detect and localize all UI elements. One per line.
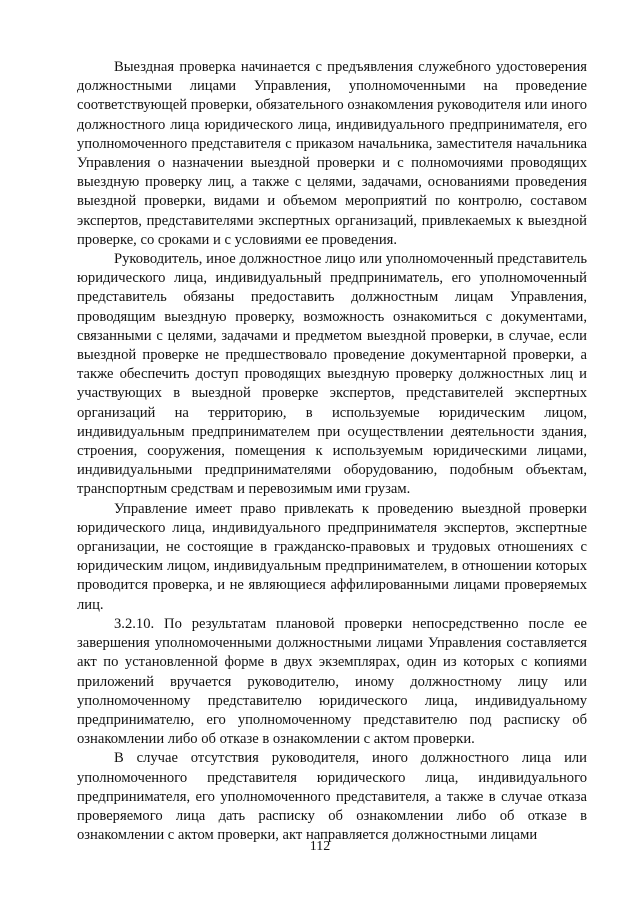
paragraph-access-obligations: Руководитель, иное должностное лицо или уполномоченный представитель юридического лица, индивидуальный предприниматель, его уполномоченный представитель обязаны предоставить должностным лицам Управления, проводящим выездную проверку, возможность ознакомиться с документами, связанными с целями, задачами и предметом выездной проверки, в случае, если выездной проверке не предшествовало проведение документарной проверки, а также обеспечить доступ проводящих выездную проверку должностных лиц и участвующих в выездной проверке экспертов, представителей экспертных организаций на территорию, в используемые юридическим лицом, индивидуальным предпринимателем при осуществлении деятельности здания, строения, сооружения, помещения к используемым юридическими лицами, индивидуальными предпринимателями оборудованию, подобным объектам, транспортным средствам и перевозимым ими грузам.	[77, 251, 587, 498]
paragraph-field-inspection-start: Выездная проверка начинается с предъявления служебного удостоверения должностными лицами Управления, уполномоченными на проведение соответствующей проверки, обязательного ознакомления руководителя или иного должностного лица юридического лица, индивидуального предпринимателя, его уполномоченного представителя с приказом начальника, заместителя начальника Управления о назначении выездной проверки и с полномочиями проводящих выездную проверку лиц, а также с целями, задачами, основаниями проведения выездной проверки, видами и объемом мероприятий по контролю, составом экспертов, представителями экспертных организаций, привлекаемых к выездной проверке, со сроками и с условиями ее проведения.	[77, 59, 587, 248]
page-number: 112	[309, 839, 331, 854]
paragraph-experts-involvement: Управление имеет право привлекать к проведению выездной проверки юридического лица, индивидуального предпринимателя экспертов, экспертные организации, не состоящие в гражданско-правовых и трудовых отношениях с юридическим лицом, индивидуальным предпринимателем, в отношении которых проводится проверка, и не являющиеся аффилированными лицами проверяемых лиц.	[77, 500, 587, 613]
paragraph-inspection-act: 3.2.10. По результатам плановой проверки непосредственно после ее завершения уполномоченными должностными лицами Управления составляется акт по установленной форме в двух экземплярах, один из которых с копиями приложений вручается руководителю, иному должностному лицу или уполномоченному представителю юридического лица, индивидуальному предпринимателю, его уполномоченному представителю под расписку об ознакомлении либо об отказе в ознакомлении с актом проверки.	[77, 615, 587, 748]
paragraph-act-delivery: В случае отсутствия руководителя, иного должностного лица или уполномоченного представителя юридического лица, индивидуального предпринимателя, его уполномоченного представителя, а также в случае отказа проверяемого лица дать расписку об ознакомлении либо об отказе в ознакомлении с актом проверки, акт направляется должностными лицами	[77, 750, 587, 844]
document-page	[77, 58, 587, 845]
